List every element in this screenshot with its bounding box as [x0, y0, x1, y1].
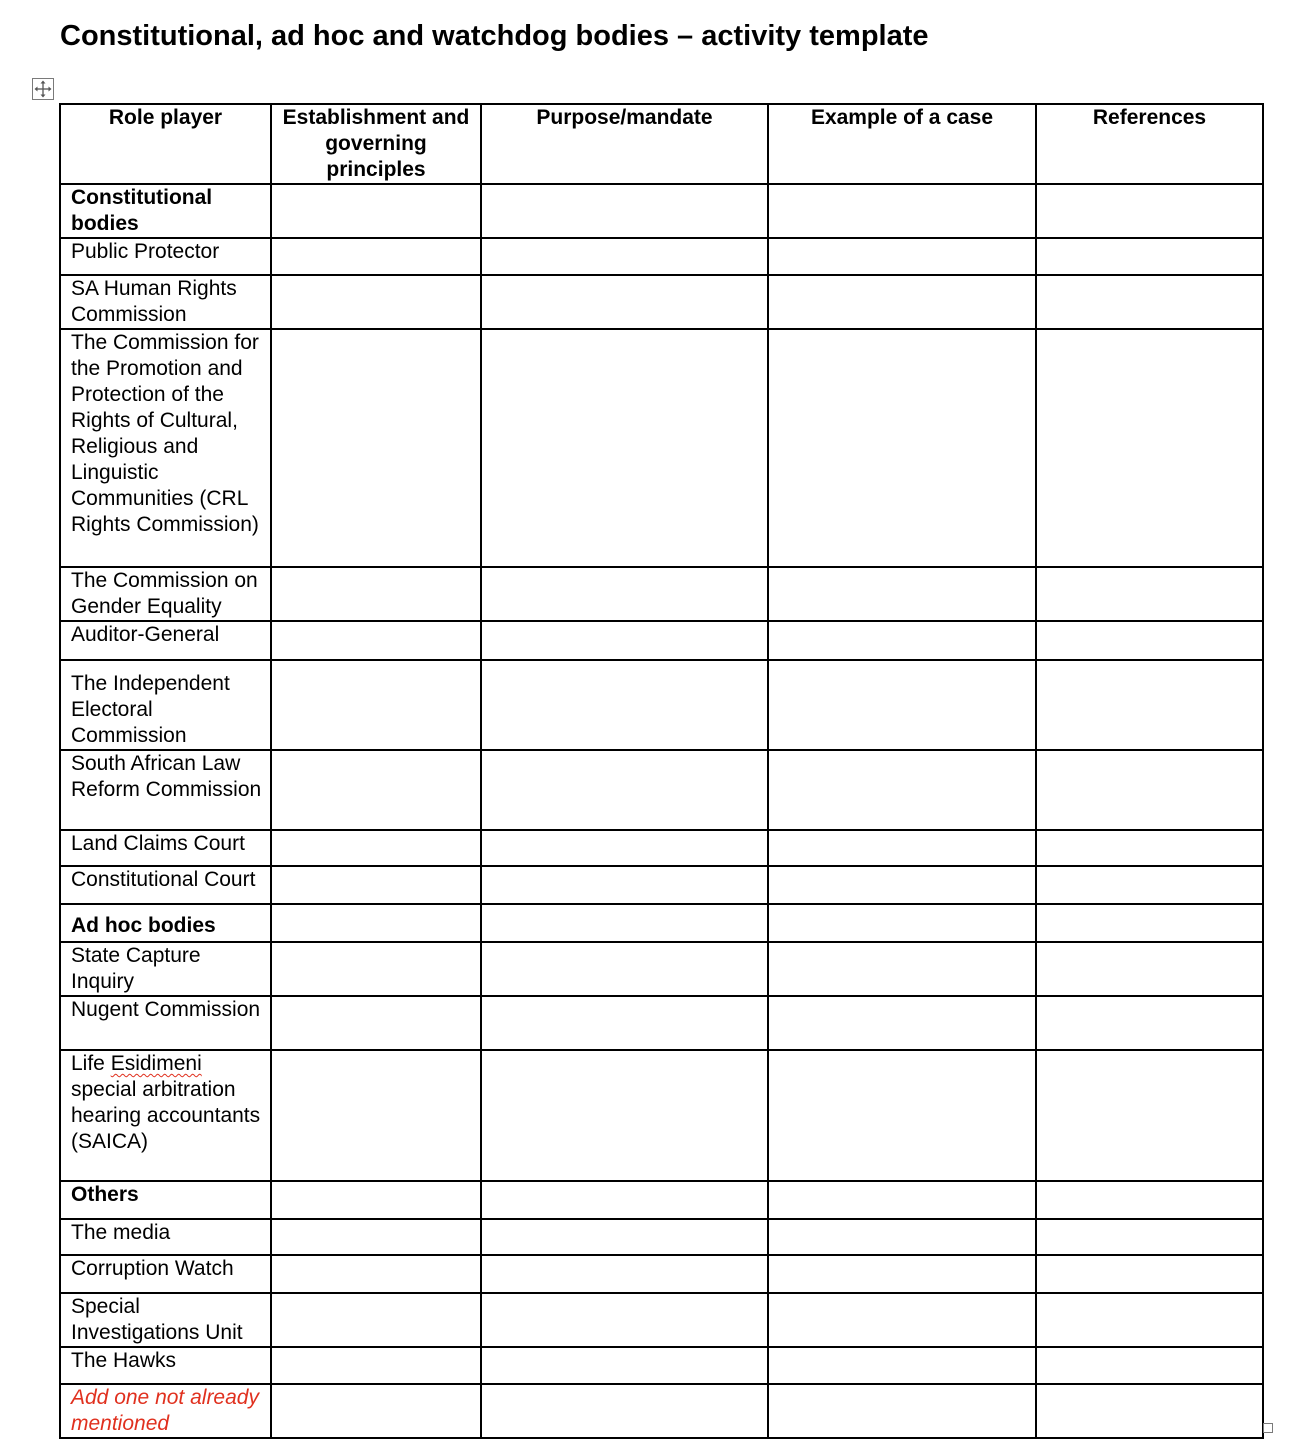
table-cell[interactable] — [271, 904, 481, 942]
header-establishment: Establishment and governing principles — [271, 104, 481, 184]
table-cell[interactable] — [481, 567, 768, 621]
role-player-label: South African Law Reform Commission — [60, 750, 271, 830]
table-row — [60, 996, 1263, 1050]
table-cell[interactable] — [271, 1219, 481, 1255]
table-cell[interactable] — [271, 1181, 481, 1219]
table-cell[interactable] — [1036, 1255, 1263, 1293]
role-player-label: Special Investigations Unit — [60, 1293, 271, 1347]
table-row — [60, 1255, 1263, 1293]
header-row — [60, 104, 1263, 184]
table-cell[interactable] — [481, 830, 768, 866]
table-row — [60, 1347, 1263, 1384]
table-cell[interactable] — [1036, 567, 1263, 621]
table-cell[interactable] — [768, 996, 1036, 1050]
role-player-label: Public Protector — [60, 238, 271, 275]
table-cell[interactable] — [481, 621, 768, 660]
table-cell[interactable] — [1036, 996, 1263, 1050]
table-cell[interactable] — [481, 1293, 768, 1347]
table-cell[interactable] — [768, 904, 1036, 942]
table-cell[interactable] — [271, 1384, 481, 1438]
table-cell[interactable] — [768, 942, 1036, 996]
table-cell[interactable] — [271, 942, 481, 996]
role-player-label: Land Claims Court — [60, 830, 271, 866]
table-cell[interactable] — [1036, 660, 1263, 750]
table-cell[interactable] — [271, 621, 481, 660]
table-row — [60, 830, 1263, 866]
role-player-label — [60, 1050, 271, 1181]
role-player-label: The media — [60, 1219, 271, 1255]
table-cell[interactable] — [481, 1181, 768, 1219]
table-cell[interactable] — [1036, 942, 1263, 996]
table-cell[interactable] — [768, 621, 1036, 660]
table-cell[interactable] — [271, 275, 481, 329]
table-row — [60, 1384, 1263, 1438]
table-cell[interactable] — [271, 866, 481, 904]
table-cell[interactable] — [271, 329, 481, 567]
table-cell[interactable] — [1036, 750, 1263, 830]
label-prefix: Life — [71, 1052, 111, 1075]
table-row — [60, 942, 1263, 996]
table-cell[interactable] — [768, 1050, 1036, 1181]
table-cell[interactable] — [481, 904, 768, 942]
table-cell[interactable] — [271, 1293, 481, 1347]
role-player-label: Nugent Commission — [60, 996, 271, 1050]
table-cell[interactable] — [768, 750, 1036, 830]
role-player-label: The Hawks — [60, 1347, 271, 1384]
table-cell[interactable] — [768, 567, 1036, 621]
spelling-flagged-word[interactable]: Esidimeni — [110, 1052, 202, 1075]
table-row — [60, 238, 1263, 275]
table-cell[interactable] — [481, 238, 768, 275]
move-icon — [33, 79, 53, 99]
table-cell[interactable] — [768, 866, 1036, 904]
table-cell[interactable] — [271, 567, 481, 621]
table-cell[interactable] — [271, 660, 481, 750]
role-player-label: Corruption Watch — [60, 1255, 271, 1293]
section-row — [60, 184, 1263, 238]
table-cell[interactable] — [271, 996, 481, 1050]
role-player-label: SA Human Rights Commission — [60, 275, 271, 329]
table-cell[interactable] — [481, 1219, 768, 1255]
section-label-ad-hoc: Ad hoc bodies — [60, 904, 271, 942]
table-cell[interactable] — [1036, 329, 1263, 567]
table-cell[interactable] — [481, 1050, 768, 1181]
header-purpose: Purpose/mandate — [481, 104, 768, 184]
table-cell[interactable] — [1036, 238, 1263, 275]
table-cell[interactable] — [768, 1293, 1036, 1347]
add-one-note: Add one not already mentioned — [60, 1384, 271, 1438]
table-row — [60, 866, 1263, 904]
table-row — [60, 275, 1263, 329]
table-cell[interactable] — [481, 750, 768, 830]
section-row — [60, 1181, 1263, 1219]
table-row — [60, 567, 1263, 621]
table-cell[interactable] — [768, 830, 1036, 866]
table-cell[interactable] — [271, 1050, 481, 1181]
table-cell[interactable] — [481, 942, 768, 996]
role-player-label: Auditor-General — [60, 621, 271, 660]
table-cell[interactable] — [1036, 184, 1263, 238]
table-cell[interactable] — [271, 1347, 481, 1384]
table-cell[interactable] — [768, 329, 1036, 567]
table-cell[interactable] — [271, 184, 481, 238]
table-cell[interactable] — [768, 660, 1036, 750]
table-cell[interactable] — [481, 866, 768, 904]
section-row — [60, 904, 1263, 942]
table-cell[interactable] — [1036, 904, 1263, 942]
table-cell[interactable] — [1036, 866, 1263, 904]
table-cell[interactable] — [481, 1384, 768, 1438]
role-player-label: Constitutional Court — [60, 866, 271, 904]
table-cell[interactable] — [1036, 275, 1263, 329]
header-role-player: Role player — [60, 104, 271, 184]
table-cell[interactable] — [768, 275, 1036, 329]
table-cell[interactable] — [768, 184, 1036, 238]
role-player-label: State Capture Inquiry — [60, 942, 271, 996]
table-cell[interactable] — [271, 238, 481, 275]
table-cell[interactable] — [1036, 1181, 1263, 1219]
table-cell[interactable] — [1036, 1293, 1263, 1347]
table-cell[interactable] — [481, 1255, 768, 1293]
header-example-case: Example of a case — [768, 104, 1036, 184]
table-row — [60, 329, 1263, 567]
table-row — [60, 660, 1263, 750]
table-row — [60, 1293, 1263, 1347]
table-cell[interactable] — [768, 1347, 1036, 1384]
table-cell[interactable] — [481, 996, 768, 1050]
table-row — [60, 1050, 1263, 1181]
table-move-handle[interactable] — [32, 78, 54, 100]
section-label-others: Others — [60, 1181, 271, 1219]
table-cell[interactable] — [271, 830, 481, 866]
table-row — [60, 1219, 1263, 1255]
table-cell[interactable] — [1036, 1219, 1263, 1255]
table-cell[interactable] — [1036, 1384, 1263, 1438]
role-player-label: The Commission on Gender Equality — [60, 567, 271, 621]
page-title: Constitutional, ad hoc and watchdog bodies – activity template — [60, 20, 929, 52]
resize-handle-icon[interactable] — [1263, 1423, 1273, 1433]
table-cell[interactable] — [271, 750, 481, 830]
role-player-label: The Commission for the Promotion and Protection of the Rights of Cultural, Religious and Linguistic Communities (CRL Rights Commission) — [60, 329, 271, 567]
role-player-label: The Independent Electoral Commission — [60, 660, 271, 750]
table-cell[interactable] — [768, 1384, 1036, 1438]
table-row — [60, 621, 1263, 660]
header-references: References — [1036, 104, 1263, 184]
table-cell[interactable] — [481, 660, 768, 750]
activity-table — [59, 103, 1264, 1439]
table-row — [60, 750, 1263, 830]
table-cell[interactable] — [768, 1181, 1036, 1219]
section-label-constitutional: Constitutional bodies — [60, 184, 271, 238]
table-cell[interactable] — [768, 238, 1036, 275]
table-cell[interactable] — [481, 184, 768, 238]
table-cell[interactable] — [481, 1347, 768, 1384]
table-cell[interactable] — [271, 1255, 481, 1293]
table-cell[interactable] — [1036, 621, 1263, 660]
table-cell[interactable] — [481, 275, 768, 329]
table-cell[interactable] — [768, 1255, 1036, 1293]
table-cell[interactable] — [1036, 830, 1263, 866]
table-cell[interactable] — [481, 329, 768, 567]
table-cell[interactable] — [768, 1219, 1036, 1255]
label-suffix: special arbitration hearing accountants (SAICA) — [71, 1078, 261, 1153]
table-cell[interactable] — [1036, 1050, 1263, 1181]
table-cell[interactable] — [1036, 1347, 1263, 1384]
